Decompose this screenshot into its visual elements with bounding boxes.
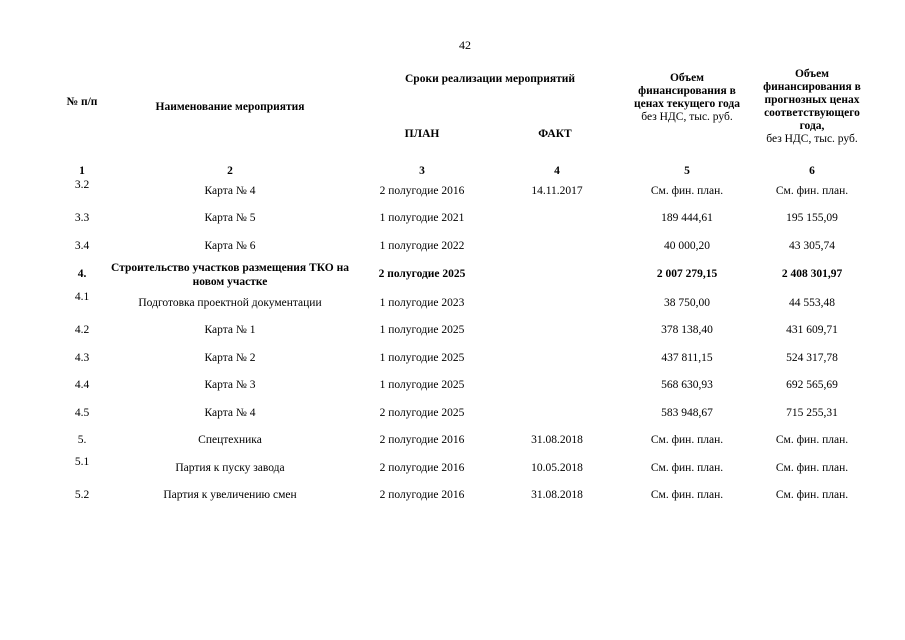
header-fin-current-title: Объем финансирования в ценах текущего года: [634, 72, 740, 110]
table-row-plan: 2 полугодие 2016: [379, 434, 465, 446]
table-row-num: 3.4: [74, 240, 90, 252]
table-row-fin-current: См. фин. план.: [650, 462, 724, 474]
header-fin-forecast-title: Объем финансирования в прогнозных ценах соответствующего года,: [763, 68, 861, 132]
col-number-5: 5: [684, 165, 690, 177]
header-terms: Сроки реализации мероприятий: [405, 73, 575, 85]
table-row-fin-current: 378 138,40: [661, 324, 713, 336]
table-row-fin-current: 583 948,67: [661, 407, 713, 419]
table-row-fin-forecast: 431 609,71: [786, 324, 838, 336]
table-row-fin-current: См. фин. план.: [650, 489, 724, 501]
table-row-plan: 1 полугодие 2023: [379, 297, 465, 309]
col-number-6: 6: [809, 165, 815, 177]
table-row-num: 3.2: [74, 179, 90, 191]
table-row-name: Карта № 4: [204, 407, 256, 419]
header-fin-current: [627, 72, 747, 124]
table-row-fin-forecast: 2 408 301,97: [781, 268, 843, 280]
table-row-fin-forecast: 715 255,31: [786, 407, 838, 419]
table-row-fin-current: 38 750,00: [664, 297, 710, 309]
table-row-num: 4.4: [74, 379, 90, 391]
table-row-fact: 14.11.2017: [531, 185, 583, 197]
header-fact: ФАКТ: [538, 128, 572, 140]
table-row-fin-forecast: См. фин. план.: [775, 489, 849, 501]
table-row-fin-current: 2 007 279,15: [656, 268, 718, 280]
table-row-name: Подготовка проектной документации: [138, 297, 322, 309]
table-row-fin-forecast: 44 553,48: [789, 297, 835, 309]
table-row-fin-current: 40 000,20: [664, 240, 710, 252]
table-row-plan: 2 полугодие 2016: [379, 462, 465, 474]
header-plan: ПЛАН: [404, 128, 440, 140]
table-row-num: 5.: [77, 434, 87, 446]
table-row-fin-current: 568 630,93: [661, 379, 713, 391]
table-row-num: 4.1: [74, 291, 90, 303]
table-row-num: 3.3: [74, 212, 90, 224]
table-row-num: 5.2: [74, 489, 90, 501]
table-row-name: Карта № 3: [204, 379, 256, 391]
table-row-plan: 1 полугодие 2022: [379, 240, 465, 252]
table-row-fin-current: 189 444,61: [661, 212, 713, 224]
table-row-num: 4.2: [74, 324, 90, 336]
table-row-name: Карта № 2: [204, 352, 256, 364]
table-row-fin-forecast: См. фин. план.: [775, 185, 849, 197]
table-row-plan: 2 полугодие 2025: [379, 407, 465, 419]
page-number: 42: [459, 38, 471, 52]
header-num: № п/п: [66, 96, 98, 108]
header-name: Наименование мероприятия: [155, 101, 305, 113]
table-row-plan: 2 полугодие 2025: [378, 268, 466, 280]
header-fin-forecast-unit: без НДС, тыс. руб.: [766, 133, 858, 145]
table-row-fin-forecast: См. фин. план.: [775, 462, 849, 474]
table-row-plan: 1 полугодие 2025: [379, 324, 465, 336]
table-row-plan: 1 полугодие 2021: [379, 212, 465, 224]
table-row-fact: 31.08.2018: [531, 489, 583, 501]
table-row-fin-current: 437 811,15: [661, 352, 713, 364]
col-number-2: 2: [227, 165, 233, 177]
table-row-num: 4.: [77, 268, 87, 280]
col-number-4: 4: [554, 165, 560, 177]
table-row-name: Карта № 4: [204, 185, 256, 197]
table-row-name: Карта № 5: [204, 212, 256, 224]
col-number-3: 3: [419, 165, 425, 177]
table-row-num: 4.3: [74, 352, 90, 364]
header-fin-current-unit: без НДС, тыс. руб.: [641, 111, 733, 123]
table-row-fin-forecast: 692 565,69: [786, 379, 838, 391]
table-row-fin-forecast: См. фин. план.: [775, 434, 849, 446]
table-row-name: Карта № 1: [204, 324, 256, 336]
table-row-fin-forecast: 43 305,74: [789, 240, 835, 252]
table-row-name: Партия к пуску завода: [175, 462, 285, 474]
table-row-plan: 1 полугодие 2025: [379, 379, 465, 391]
table-row-name: Спецтехника: [198, 434, 262, 446]
table-row-num: 5.1: [74, 456, 90, 468]
table-row-plan: 2 полугодие 2016: [379, 185, 465, 197]
table-row-fin-current: См. фин. план.: [650, 434, 724, 446]
table-row-plan: 2 полугодие 2016: [379, 489, 465, 501]
table-row-fin-current: См. фин. план.: [650, 185, 724, 197]
col-number-1: 1: [79, 165, 85, 177]
header-fin-forecast: [752, 68, 872, 146]
table-row-fact: 10.05.2018: [531, 462, 583, 474]
table-row-fin-forecast: 524 317,78: [786, 352, 838, 364]
table-row-name: Карта № 6: [204, 240, 256, 252]
table-row-name: Партия к увеличению смен: [163, 489, 297, 501]
table-row-name: Строительство участков размещения ТКО на новом участке: [111, 262, 349, 288]
table-row-fin-forecast: 195 155,09: [786, 212, 838, 224]
table-row-plan: 1 полугодие 2025: [379, 352, 465, 364]
table-row-num: 4.5: [74, 407, 90, 419]
table-row-fact: 31.08.2018: [531, 434, 583, 446]
